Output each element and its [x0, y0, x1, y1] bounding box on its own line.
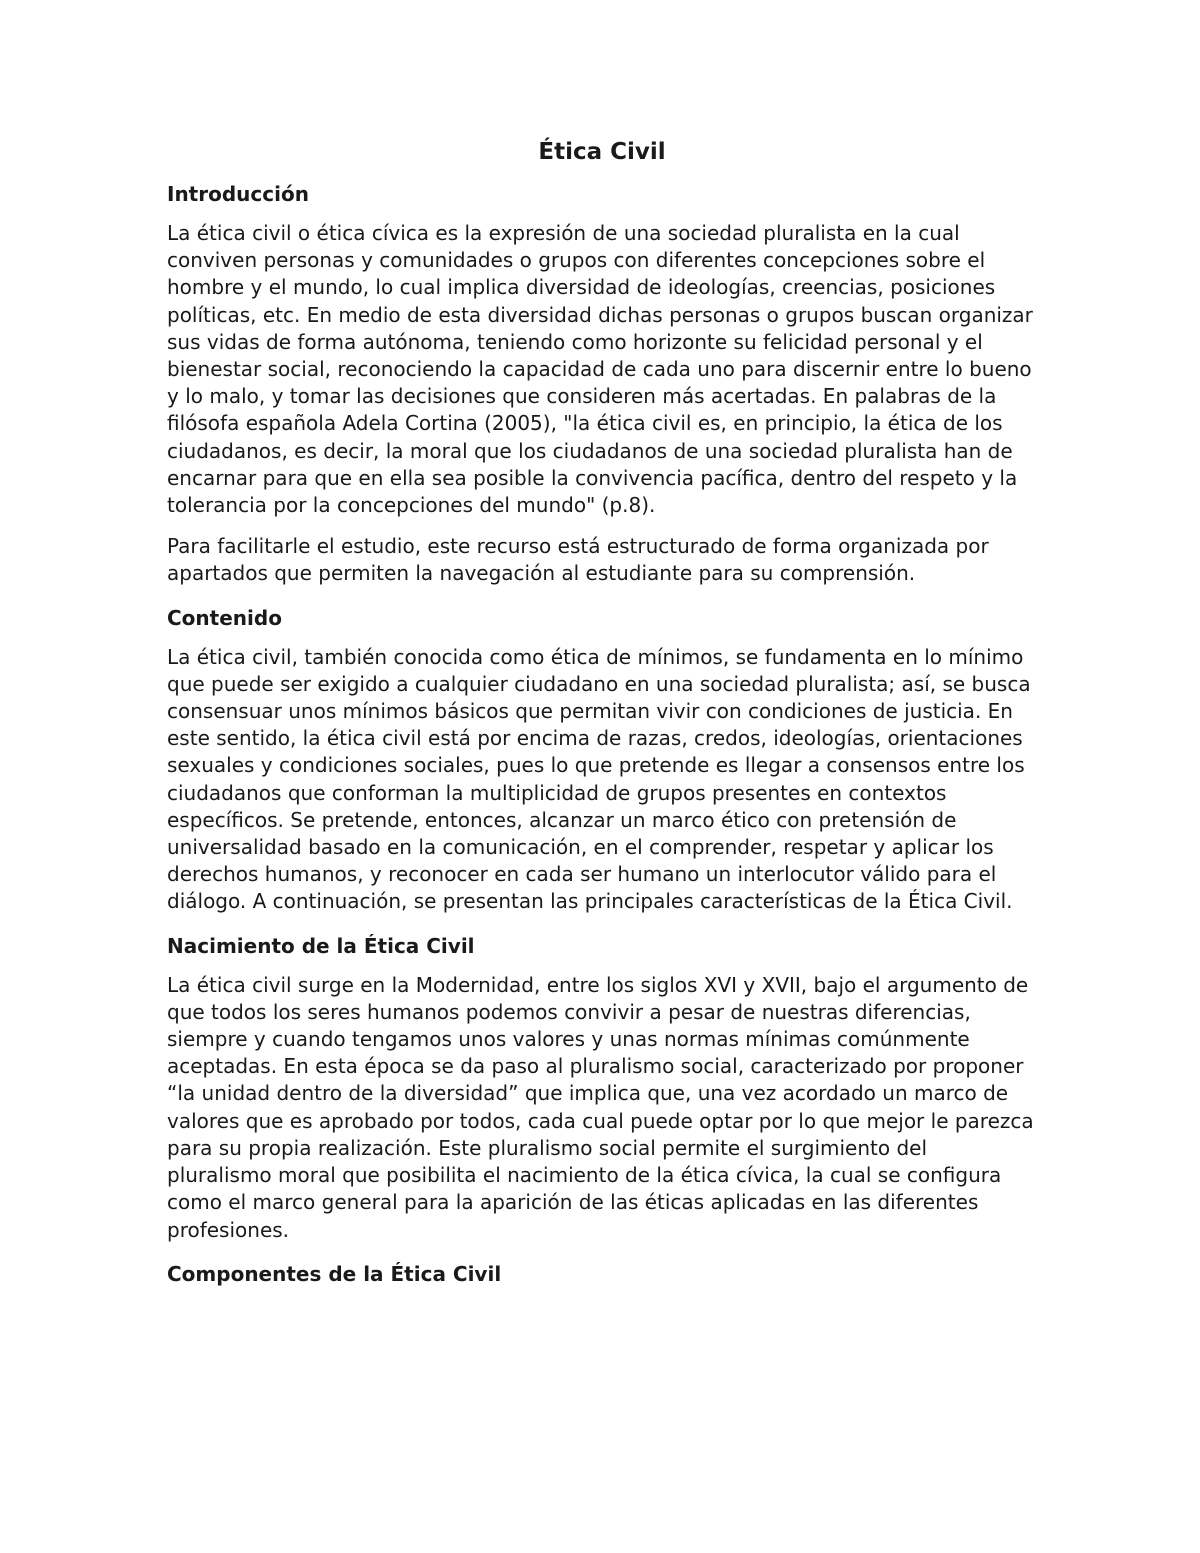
section-heading-componentes: Componentes de la Ética Civil — [167, 1261, 502, 1286]
document-body — [167, 136, 1037, 1300]
section-heading-contenido: Contenido — [167, 605, 282, 630]
paragraph: Para facilitarle el estudio, este recurso está estructurado de forma organizada por apartados que permiten la navegación al estudiante para su comprensión. — [167, 534, 989, 586]
document-title: Ética Civil — [538, 139, 666, 165]
section-heading-nacimiento: Nacimiento de la Ética Civil — [167, 933, 475, 958]
section-heading-introduccion: Introducción — [167, 182, 309, 206]
paragraph: La ética civil o ética cívica es la expresión de una sociedad pluralista en la cual conviven personas y comunidades o grupos con diferentes concepciones sobre el hombre y el mundo, lo cual implica diversidad de ideologías, creencias, posiciones políticas, etc. En medio de esta diversidad dichas personas o grupos buscan organizar sus vidas de forma autónoma, teniendo como horizonte su felicidad personal y el bienestar social, reconociendo la capacidad de cada uno para discernir entre lo bueno y lo malo, y tomar las decisiones que consideren más acertadas. En palabras de la filósofa española Adela Cortina (2005), "la ética civil es, en principio, la ética de los ciudadanos, es decir, la moral que los ciudadanos de una sociedad pluralista han de encarnar para que en ella sea posible la convivencia pacífica, dentro del respeto y la tolerancia por la concepciones del mundo" (p.8). — [167, 221, 1033, 518]
paragraph: La ética civil, también conocida como ética de mínimos, se fundamenta en lo mínimo que puede ser exigido a cualquier ciudadano en una sociedad pluralista; así, se busca consensuar unos mínimos básicos que permitan vivir con condiciones de justicia. En este sentido, la ética civil está por encima de razas, credos, ideologías, orientaciones sexuales y condiciones sociales, pues lo que pretende es llegar a consensos entre los ciudadanos que conforman la multiplicidad de grupos presentes en contextos específicos. Se pretende, entonces, alcanzar un marco ético con pretensión de universalidad basado en la comunicación, en el comprender, respetar y aplicar los derechos humanos, y reconocer en cada ser humano un interlocutor válido para el diálogo. A continuación, se presentan las principales características de la Ética Civil. — [167, 644, 1031, 914]
paragraph: La ética civil surge en la Modernidad, entre los siglos XVI y XVII, bajo el argumento de que todos los seres humanos podemos convivir a pesar de nuestras diferencias, siempre y cuando tengamos unos valores y unas normas mínimas comúnmente aceptadas. En esta época se da paso al pluralismo social, caracterizado por proponer “la unidad dentro de la diversidad” que implica que, una vez acordado un marco de valores que es aprobado por todos, cada cual puede optar por lo que mejor le parezca para su propia realización. Este pluralismo social permite el surgimiento del pluralismo moral que posibilita el nacimiento de la ética cívica, la cual se configura como el marco general para la aparición de las éticas aplicadas en las diferentes profesiones. — [167, 972, 1034, 1242]
